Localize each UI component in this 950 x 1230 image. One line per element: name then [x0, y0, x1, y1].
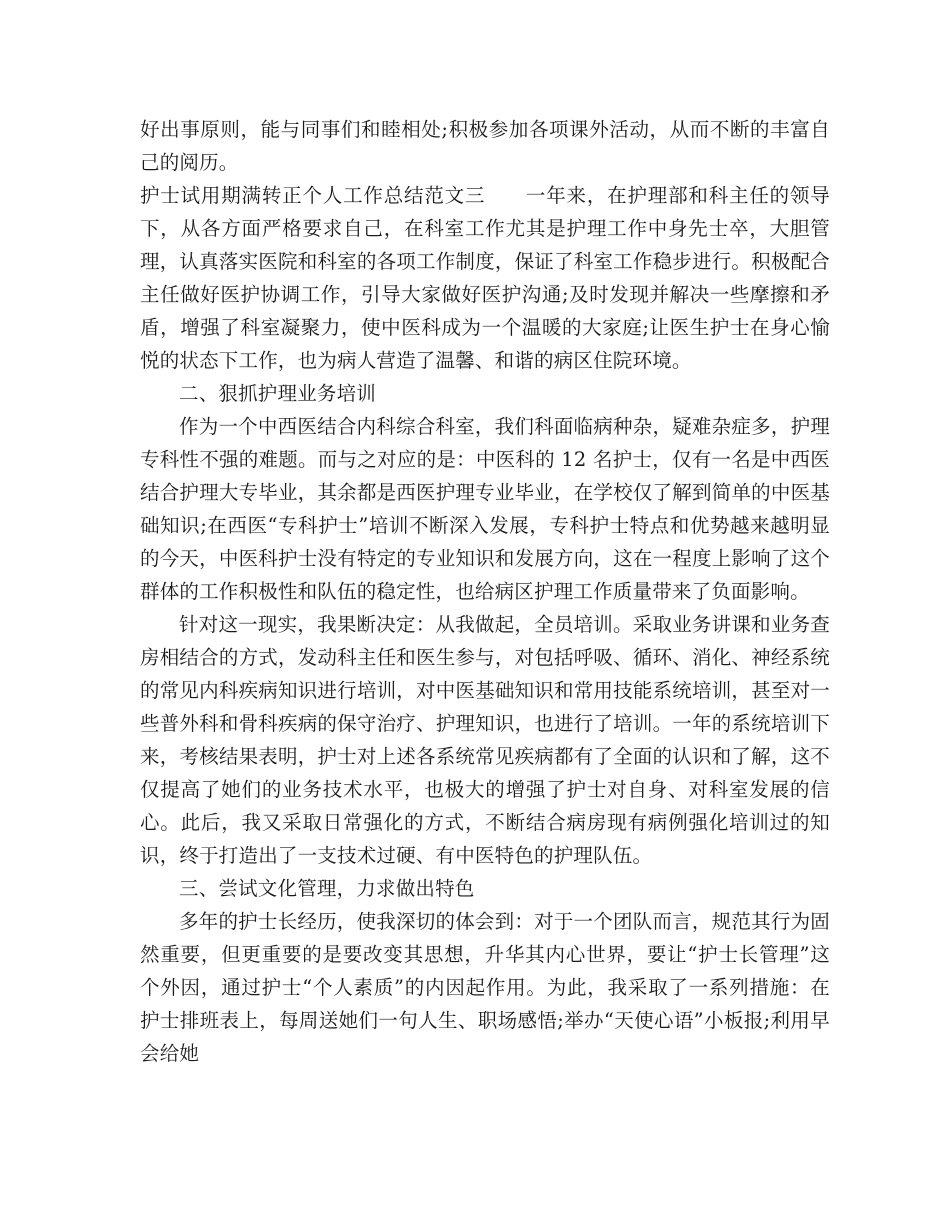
heading-training: 二、狠抓护理业务培训 — [179, 382, 377, 405]
section-title: 护士试用期满转正个人工作总结范文三 — [140, 184, 486, 207]
section-intro-text: 一年来，在护理部和科主任的领导下，从各方面严格要求自己，在科室工作尤其是护理工作中身先士卒，大胆管理，认真落实医院和科室的各项工作制度，保证了科室工作稳步进行。积极配合主任做好医护协调工作，引导大家做好医护沟通;及时发现并解决一些摩擦和矛盾，增强了科室凝聚力，使中医科成为一个温暖的大家庭;让医生护士在身心愉悦的状态下工作，也为病人营造了温馨、和谐的病区住院环境。 — [140, 184, 830, 372]
paragraph-section-intro — [140, 179, 830, 377]
paragraph-continuation: 好出事原则，能与同事们和睦相处;积极参加各项课外活动，从而不断的丰富自己的阅历。 — [140, 118, 830, 174]
heading-culture: 三、尝试文化管理，力求做出特色 — [179, 877, 475, 900]
paragraph-culture: 多年的护士长经历，使我深切的体会到：对于一个团队而言，规范其行为固然重要，但更重要的是要改变其思想，升华其内心世界，要让“护士长管理”这个外因，通过护士“个人素质”的内因起作用。为此，我采取了一系列措施：在护士排班表上，每周送她们一句人生、职场感悟;举办“天使心语”小板报;利用早会给她 — [140, 910, 830, 1065]
paragraph-training-actions: 针对这一现实，我果断决定：从我做起，全员培训。采取业务讲课和业务查房相结合的方式，发动科主任和医生参与，对包括呼吸、循环、消化、神经系统的常见内科疾病知识进行培训，对中医基础知识和常用技能系统培训，甚至对一些普外科和骨科疾病的保守治疗、护理知识，也进行了培训。一年的系统培训下来，考核结果表明，护士对上述各系统常见疾病都有了全面的认识和了解，这不仅提高了她们的业务技术水平，也极大的增强了护士对自身、对科室发展的信心。此后，我又采取日常强化的方式，不断结合病房现有病例强化培训过的知识，终于打造出了一支技术过硬、有中医特色的护理队伍。 — [140, 613, 830, 867]
document-body — [140, 113, 830, 1070]
paragraph-training-background: 作为一个中西医结合内科综合科室，我们科面临病种杂，疑难杂症多，护理专科性不强的难题。而与之对应的是：中医科的 12 名护士，仅有一名是中西医结合护理大专毕业，其余都是西医护理专业毕业，在学校仅了解到简单的中医基础知识;在西医“专科护士”培训不断深入发展，专科护士特点和优势越来越明显的今天，中医科护士没有特定的专业知识和发展方向，这在一程度上影响了这个群体的工作积极性和队伍的稳定性，也给病区护理工作质量带来了负面影响。 — [140, 415, 830, 603]
